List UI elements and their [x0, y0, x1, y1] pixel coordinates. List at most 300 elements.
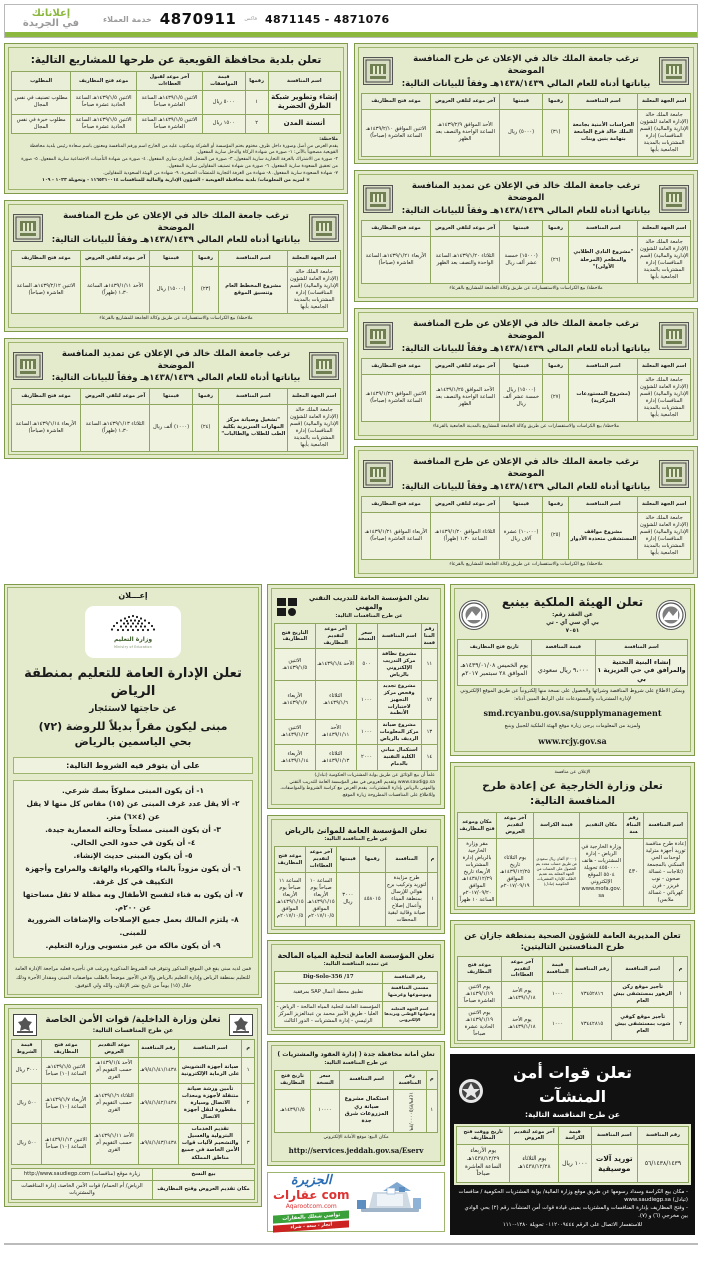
table-row [275, 1089, 438, 1133]
cell-name: أنسنة المدن [268, 114, 340, 133]
tender-table [361, 496, 691, 560]
ad-title-line1: تعلن المؤسسة العامة للتدريب التقني والمهني [309, 593, 429, 612]
jazirah-logo-text: الجزيرة [290, 1172, 332, 1188]
th-name: اسم المنافسة [612, 956, 674, 981]
moe-conditions-list [13, 780, 253, 958]
th-date: تاريخ فتح المظاريف [275, 1071, 311, 1090]
customer-service-label: خدمة العملاء [103, 14, 152, 24]
kku-logo-icon [13, 352, 43, 380]
kku-logo-icon-2 [659, 185, 689, 213]
tender-info-table [274, 971, 438, 1028]
kku-logo-icon-2 [309, 214, 339, 242]
th-submit: آخر موعد لتقديم المظاريف [315, 624, 356, 649]
cell-submit: الثلاثاء ١٤٣٩/١/٦هـ حسب التقويم أم القرى [90, 1084, 138, 1124]
rcjy-logo-icon-2 [656, 600, 686, 630]
th-submit: آخر موعد لتقديم العطاءات [501, 956, 542, 981]
cell-idx: ٢ [242, 1084, 255, 1124]
tender-table [457, 956, 688, 1041]
moe-conditions-title: على أن يتوفر فيه الشروط التالية: [13, 757, 253, 774]
th-submit: آخر موعد لتقديم العروض [510, 1126, 559, 1145]
ad-note-2: ولمزيد من المعلومات يرجى زيارة موقع الهيئة الملكية للجبيل وينبع [504, 723, 641, 730]
table-row [12, 90, 341, 114]
cell-name: مشروع تجديد وفحص مركز التجهيز لاختبارات الأنظمة [377, 681, 421, 720]
facilities-emblem-icon [456, 1077, 486, 1105]
cell-req: مطلوب تصنيف في نفس المجال [12, 90, 71, 114]
table-row [275, 649, 438, 681]
table-row [12, 1168, 255, 1180]
th-no: رقمها [542, 358, 568, 374]
th-name: اسم المنافسة [377, 624, 421, 649]
cell-value: ٣٠٠٠ ريال [12, 1058, 42, 1084]
cell-label: اسم الجهة المعلنة وعنوانها الوطني وبريدها الإلكتروني [382, 1001, 437, 1027]
th-deadline: آخر موعد لتلقي العروض [81, 250, 150, 266]
ad-quwaiiyah-municipality [4, 43, 348, 194]
th-idx: م [242, 1039, 255, 1058]
cell-open: الاثنين ١٤٣٩/١/٥هـ الساعة (١٠) صباحاً [42, 1058, 90, 1084]
tender-table [361, 358, 691, 422]
th-idx: م [426, 1071, 437, 1090]
table-row [12, 404, 341, 451]
ad-swcc-desalination [267, 940, 445, 1035]
th-no: رقم المنافسة [623, 813, 644, 838]
table-row [12, 1084, 255, 1124]
cell-price: ١٥٠٠ ريال [202, 114, 245, 133]
phone-numbers: 4871145 - 4871076 [265, 12, 390, 26]
table-row [275, 720, 438, 745]
note-line: ٢- صورة من الاشتراك بالغرفة التجارية سارية المفعول. ٣- صورة من السجل التجاري ساري المفعول. ٤- صورة من شهادة التأمينات الاجتماعية سارية المفعول. ٥- صورة من تحقيق السعودة سارية المفعول. ٦- صورة من شهادة تصنيف المقاولين سارية المفعول. [21, 157, 338, 170]
cell-submit: يوم الثلاثاء تاريخ ١٤٣٩/١٢/٢٥هـ الموافق ٢٠١٧/٠٩/١٩م [497, 838, 534, 906]
aqar-ribbon-green: تواصي شغلك بالعقارات [273, 1210, 349, 1223]
table-row [275, 681, 438, 720]
ad-title-line1: ترغب جامعة الملك خالد في الإعلان عن طرح المنافسة الموضحة [413, 456, 639, 480]
column-kku [354, 43, 698, 584]
th-no: رقمها [245, 72, 268, 91]
th-name: اسم المنافسة [569, 93, 638, 109]
cell-name: استكمال مشروع صيانة ري المزروعات شرق جدة [340, 1089, 394, 1133]
table-row [458, 1008, 688, 1041]
aqar-url[interactable]: Aqarootcom.com [285, 1202, 337, 1210]
th-name: اسم المنافسة [340, 1071, 394, 1090]
th-value: قيمتها [500, 358, 543, 374]
ad-title: تعلن وزارة الخارجية عن إعادة طرح المنافسة التالية: [482, 779, 663, 808]
cell-entity: جامعة الملك خالد (الإدارة العامة للشؤون الإدارية والمالية) (قسم المنافسات) إدارة المشتريات بالمدينة الجامعية بأبها [288, 404, 341, 451]
th-no: رقمها [359, 847, 385, 872]
cell-open: الاثنين ١٤٣٩/١/١٢هـ [275, 720, 316, 745]
table-row [458, 838, 688, 906]
th-value: قيمتها [150, 388, 193, 404]
moe-building-line: مبنى ليكون مقراً بديلاً للروضة (٧٢) [38, 719, 228, 733]
th-open: موعد فتح المظاريف [12, 250, 81, 266]
cell-submit: الأحد ١٤٣٩/١/٤هـ حسب التقويم أم القرى [90, 1058, 138, 1084]
ad-title-line1: تعلن الهيئة الملكية بينبع [501, 594, 644, 609]
ad-url-2[interactable]: www.rcjy.gov.sa [538, 735, 607, 746]
kku-logo-icon-2 [659, 57, 689, 85]
table-row [362, 109, 691, 156]
ad-title: تعلن المديرية العامة للشؤون الصحية بمنطقة جازان عن طرح المنافستين التاليتين: [464, 930, 681, 952]
th-entity: اسم الجهة المعلنة [638, 220, 691, 236]
cell-no: (٢٥) [542, 512, 568, 559]
th-deadline: آخر موعد لتلقي العروض [431, 358, 500, 374]
cell-name: صيانة أجهزة التشويش على الرماية الإلكترونية [179, 1058, 242, 1084]
table-header-row [275, 1071, 438, 1090]
th-entity: اسم الجهة المعلنة [638, 93, 691, 109]
note-contact: × لمزيد من المعلومات/ بلدية محافظة القويعية - الشؤون الإدارية والمالية للمنافسات ١١٦٥٢١٠٠١٤ - وتحويلة ١٠٢٣ - ١٠٩ [42, 177, 310, 183]
kku-logo-icon [363, 185, 393, 213]
ad-interior-special-forces [4, 1004, 262, 1207]
ad-note [11, 134, 341, 187]
ad-title-line4: ٧٠٥١ [565, 628, 580, 635]
table-header-row [362, 93, 691, 109]
ad-note: ملاحظة/ بيع الكراسات والاستفسارات عن طريق وكالة الجامعة للمشاريع بالقرعاء [449, 561, 603, 567]
ad-note: مكان البيع: موقع الأمانة الإلكتروني [323, 1135, 389, 1141]
ad-title: تعلن بلدية محافظة القويعية عن طرحها للمشاريع التالية: [30, 54, 322, 66]
cell-no: ٩/٤/١/٤٣/١٤٣٨هـ [138, 1124, 179, 1164]
ad-title [490, 1061, 655, 1120]
th-no: رقمها [192, 388, 218, 404]
main-phone: 4870911 [159, 10, 237, 28]
ad-ministry-of-education [4, 584, 262, 998]
ad-title-line1: ترغب جامعة الملك خالد في الإعلان عن طرح المنافسة الموضحة [413, 318, 639, 342]
th-idx: م [428, 847, 438, 872]
table-header-row [12, 1039, 255, 1058]
ad-kku-security-guards [354, 43, 698, 164]
cell-entity: جامعة الملك خالد (الإدارة العامة للشؤون الإدارية والمالية) (قسم المنافسات) إدارة المشتريات بالمدينة الجامعية بأبها [638, 109, 691, 156]
th-open: موعد فتح المظاريف [362, 358, 431, 374]
ad-title-line1: تعلن قوات أمن المنشآت [513, 1063, 632, 1106]
brand-line1: إعلاناتك [31, 7, 71, 19]
cell-open: الساعة ١١ صباحاً يوم الأربعاء ١٤٣٩/١/١٥هـ الموافق ٢٠١٧/١٠/٥م [275, 872, 306, 926]
table-header-row [362, 496, 691, 512]
th-value: قيمة المناقصة [531, 639, 595, 655]
table-header-row [458, 639, 688, 655]
cell-open: الأربعاء ١٤٣٩/١/١٤هـ الساعة العاشرة (صباحاً) [12, 404, 81, 451]
cell-deadline: الأحد الموافق ١٤٣٩/٢/٩هـ الساعة الواحدة والنصف بعد الظهر [431, 109, 500, 156]
table-row [12, 1180, 255, 1199]
cell-value: (١٥٠٠٠) ريال [150, 266, 193, 313]
cell-value: ٣٠٠٠ ريال [336, 872, 359, 926]
th-deadline: آخر موعد لتلقي العروض [431, 93, 500, 109]
th-name: المنافسة [385, 847, 427, 872]
cell-open: الأربعاء الموافق ١٤٣٩/١/٢١هـ الساعة العاشرة (صباحاً) [362, 512, 431, 559]
ad-title-line2: بياناتها أدناه للعام المالي ١٤٣٨/١٤٣٩هـ وفقاً للبيانات التالية: [401, 481, 651, 492]
cell-name: طرح مزايدة لتوريد وتركيب برج هوائي للإرسال بمنطقة الميناء وأعمال إصلاح صيانة وقائية لبقية المحطات [385, 872, 427, 926]
cell-no: (٢٧) [542, 374, 568, 421]
cell-submit: الثلاثاء ١٤٣٩/١/٦هـ [315, 681, 356, 720]
ad-title [276, 1051, 436, 1067]
cell-price: ٢٠٠٠ [356, 745, 377, 770]
moe-logo-text-ar: وزارة التعليم [113, 636, 153, 644]
table-row [275, 972, 438, 984]
ad-title-line1: ترغب جامعة الملك خالد في الإعلان عن طرح المنافسة الموضحة [413, 54, 639, 77]
th-name: اسم المنافسة [569, 358, 638, 374]
tender-table [456, 1126, 689, 1184]
cell-no: ٧٣٤٥٢٨١٦ [573, 982, 612, 1008]
cell-name: إعادة طرح منافسة توريد أجهزة مترلية لوحدات الحي السكني بالمجمعة (ثلاجات - غسالة صحون - نوب فريزر - فرن كهربائي - غسالة ملابس) [644, 838, 688, 906]
table-header-row [12, 250, 341, 266]
cell-open: الاثنين ١٤٣٩/٢/١٢هـ الساعة العاشرة (صباحاً) [12, 266, 81, 313]
cell-value: ٥٠٠ ريال [12, 1124, 42, 1164]
table-row [12, 114, 341, 133]
cell-idx: ٣ [242, 1124, 255, 1164]
ad-kku-hospital-parking [354, 446, 698, 578]
table-row [275, 872, 438, 926]
cell-label: مكان تقديم العروض وفتح المظاريف [152, 1180, 254, 1199]
cell-entity: جامعة الملك خالد (الإدارة العامة للشؤون الإدارية والمالية) (قسم المنافسات) إدارة المشتريات بالمدينة الجامعية بأبها [288, 266, 341, 313]
cell-name: إنشاء وتطوير شبكة الطرق الحضرية [268, 90, 340, 114]
th-value: قيمتها [336, 847, 359, 872]
cell-value: (١٥٠٠٠) ريال خمسة عشر ألف ريال [500, 374, 543, 421]
cell-open: الاثنين ١٤٣٩/١/٥هـ [275, 649, 316, 681]
ad-ministry-foreign-affairs [450, 762, 695, 914]
middle-three-column-area [4, 584, 698, 1241]
ad-title-line3: بي آي سي آي - تي [546, 620, 599, 627]
th-price: سعر النسخة [310, 1071, 339, 1090]
th-name: اسم المنافسة [569, 220, 638, 236]
kku-logo-icon-2 [659, 460, 689, 488]
th-no: رقمها [542, 220, 568, 236]
ad-title [493, 594, 652, 636]
note-line: - مكان بيع الكراسة وسداد رسومها عن طريق موقع وزارة المالية/ بوابة المشتريات الحكومية / منافسات (تبادل) www.saudiegp.sa [458, 1189, 688, 1204]
cell-name: مشروع صيانة مركز المعلومات الرديف بالرياض [377, 720, 421, 745]
table-header-row [12, 388, 341, 404]
th-idx: م [674, 956, 688, 981]
cell-no: (٢٤) [192, 404, 218, 451]
note-line: - وفتح المظاريف بإدارة المنافسات والمشتريات بمبنى قيادة قوات أمن المنشآت رقم (٢) بحي الوادي بين مخرجي (٦) و (٧). [464, 1205, 688, 1220]
condition-item: ٣- أن يكون المبنى مسلحاً وحالته المعمارية جيدة. [45, 824, 221, 834]
moe-logo [85, 606, 181, 658]
th-value: قيمتها [150, 250, 193, 266]
condition-item: ٩- أن يكون مالكه من غير منسوبي وزارة التعليم. [45, 941, 221, 951]
cell-no: ١٤٣٩/٣/٥٠٠٠٠/٣٩ [394, 1089, 427, 1133]
cell-submit: الثلاثاء ١٤٣٩/١/١٣هـ [315, 745, 356, 770]
ad-title-line2: عن طرح المنافسة التالية: [324, 1059, 388, 1066]
cell-date: يوم الخميس ١٤٣٩/٠١/٠٨هـ الموافق ٢٨ سبتمبر ٢٠١٧م [458, 655, 532, 686]
cell-value: ٥٠٠ ريال [12, 1084, 42, 1124]
tender-table [11, 250, 341, 314]
ad-title-line1: تعلن وزارة الداخلية/ قوات الأمن الخاصة [45, 1014, 221, 1025]
th-place: مكان التقديم [579, 813, 623, 838]
th-no: رقمها [542, 93, 568, 109]
footer-info-table [11, 1168, 255, 1200]
tender-table [11, 71, 341, 133]
palm-dots-icon [102, 614, 164, 634]
ad-url[interactable]: http://services.jeddah.gov.sa/Eserv [288, 1146, 424, 1156]
cell-label: رقم المنافسة [382, 972, 437, 984]
table-row [362, 236, 691, 283]
cell-submit: الساعة ١٠ صباحاً يوم الأربعاء ١٤٣٩/١/١٥هـ الموافق ٢٠١٧/١٠/٥م [306, 872, 337, 926]
th-name: اسم المنافسة [596, 639, 688, 655]
cell-name: تأجير موقع ركن الزهور بمستشفى بيش العام [612, 982, 674, 1008]
table-row [362, 512, 691, 559]
ad-title-line1: ترغب جامعة الملك خالد في الإعلان عن طرح المنافسة الموضحة [63, 210, 289, 234]
cell-deadline: الثلاثاء الموافق ١٤٣٩/١/٢٠هـ الساعة ١،٣٠ (ظهراً) [431, 512, 500, 559]
cell-value: زيارة موقع (منافسات) http://www.saudiegp.com [12, 1168, 153, 1180]
cell-open: يوم الأربعاء ١٤٣٨/١٢/٢٩هـ الساعة العاشرة صباحاً [457, 1145, 510, 1183]
cell-name: إنشاء البنية التحتية والمرافق في حي العزيزية ١ بي [596, 655, 688, 686]
tender-table [11, 1039, 255, 1165]
th-no: رقم المنافسة [637, 1126, 688, 1145]
cell-submit: الأحد ١٤٣٩/١/٤هـ [315, 649, 356, 681]
note-line: ٧- شهادة السعودة سارية المفعول. ٨- شهادة من الغرفة التجارية للمنشآت الصغيرة. ٩- شهادة من الهيئة السعودية للمقاولين. [102, 171, 338, 177]
cell-open: الأربعاء ١٤٣٩/١/٧هـ الساعة (١٠) صباحاً [42, 1084, 90, 1124]
cell-value: (٢٠٠٠) ألفان ريال سعودي عن طريق حساب محدد يتم الحصول على الحساب من الجهة المعلنة بعد تقديم الطلب للإدارة المشتريات الحكومية (تبادل) [533, 838, 579, 906]
laptop-house-illustration [353, 1178, 431, 1226]
ad-kku-student-club [354, 170, 698, 302]
th-open: موعد فتح المظاريف [42, 1039, 90, 1058]
th-entity: اسم الجهة المعلنة [288, 250, 341, 266]
ad-title-line1: ترغب جامعة الملك خالد في الإعلان عن تمديد المنافسة الموضحة [61, 348, 291, 372]
ad-title [397, 456, 655, 493]
ad-notes [454, 1185, 691, 1231]
th-open: التاريخ فتح المظاريف [275, 624, 316, 649]
cell-open: يوم الاثنين ١٤٣٩/١/١٩هـ العاشرة صباحاً [458, 982, 502, 1008]
ad-kku-central-warehouses [354, 308, 698, 440]
ad-title-line1: تعلن المؤسسة العامة للموانئ بالرياض [284, 826, 428, 836]
kku-logo-icon-2 [309, 352, 339, 380]
table-header-row [457, 1126, 689, 1145]
cell-name: توريد آلات موسيقية [591, 1145, 637, 1183]
ad-title-line1: ترغب جامعة الملك خالد في الإعلان عن تمديد المنافسة الموضحة [411, 181, 641, 204]
th-no: رقمها [192, 250, 218, 266]
ad-title [41, 1014, 225, 1036]
cell-open: الاثنين ١٤٣٩/١/١٢هـ الساعة (١٠) صباحاً [42, 1124, 90, 1164]
th-name: اسم المنافسة [569, 496, 638, 512]
kku-logo-icon [363, 460, 393, 488]
tender-table [457, 639, 688, 687]
cell-label: مسمى المنافسة وموضوعها وغرضها [382, 984, 437, 1001]
condition-item: ٥- أن يكون المبنى حديث الإنشاء. [73, 850, 193, 860]
cell-price: ٥٠٠٠ ريال [202, 90, 245, 114]
kku-logo-icon [363, 322, 393, 350]
ad-title-line2: عن العقد رقم: [552, 612, 593, 619]
moe-subheadline: عن حاجتها لاستئجار [89, 704, 177, 715]
cell-submit: الأحد ١٤٣٩/١/١١هـ حسب التقويم أم القرى [90, 1124, 138, 1164]
cell-no: ٩/٤/١/٤٢/١٤٣٨هـ [138, 1084, 179, 1124]
ad-url-1[interactable]: smd.rcyanbu.gov.sa/supplymanagement [483, 708, 662, 719]
th-name: اسم المنافسة [179, 1039, 242, 1058]
th-value: قيمتها [500, 220, 543, 236]
ad-aqarcom-banner[interactable] [267, 1172, 445, 1232]
cell-value: ١٠٠٠ [543, 982, 573, 1008]
condition-item: ٤- أن يكون في حدود الحي الحالي. [70, 837, 196, 847]
cell-name: مشروع مواقف المستشفى متعددة الأدوار [569, 512, 638, 559]
note-title: ملاحظة: [319, 136, 338, 142]
cell-idx: ١ [428, 872, 438, 926]
th-open: موعد فتح المظاريف [362, 496, 431, 512]
cell-value: (٥٠٠٠) ريال [500, 109, 543, 156]
table-row [12, 1058, 255, 1084]
th-no: رقمها [542, 496, 568, 512]
fax-label: فاكس [244, 16, 257, 22]
th-value: قيمة الكراسة [559, 1126, 591, 1145]
th-name: اسم المنافسة [268, 72, 340, 91]
cell-entity: جامعة الملك خالد (الإدارة العامة للشؤون الإدارية والمالية) (قسم المنافسات) إدارة المشتريات بالمدينة الجامعية بأبها [638, 236, 691, 283]
ad-title-line2: بياناتها أدناه للعام المالي ١٤٣٨/١٤٣٩هـ وفقاً للبيانات التالية: [51, 235, 301, 246]
cell-submit: يوم الأحد ١٤٣٩/١/١٨هـ [501, 1008, 542, 1041]
ad-title-line2: عن طرح المنافسة التالية: [525, 1109, 620, 1119]
th-open: موعد فتح المظاريف [12, 388, 81, 404]
cell-no: ٢ [245, 114, 268, 133]
ad-title-line2: عن طرح المنافسات التالية: [335, 612, 403, 619]
tender-table [361, 93, 691, 157]
th-open: موعد فتح المظاريف [275, 847, 306, 872]
cell-name: "تشغيل وصيانة مركز المهارات السريرية بكلية الطب للطلاب والطالبات" [219, 404, 288, 451]
th-open: مكان وموعد فتح المظاريف [458, 813, 497, 838]
rcjy-logo-icon [459, 600, 489, 630]
kku-logo-icon-2 [659, 322, 689, 350]
eelan-label: إعـــلان [118, 590, 148, 600]
table-header-row [362, 220, 691, 236]
th-value: قيمتها [500, 496, 543, 512]
cell-no: ٤٥٨٠١٥ [359, 872, 385, 926]
note-line: يقدم العرض من أصل وصورة داخل ظرف مختوم بختم المؤسسة أو الشركة ومكتوب عليه من الخارج اسم ورقم المنافسة ومعنون باسم سعادة رئيس بلدية محافظة القويعية مصحوباً بالآتي: ١- صورة من شهادة الزكاة والدخل سارية المفعول. [29, 143, 338, 156]
tender-table [11, 388, 341, 452]
cell-open: الأربعاء ١٤٣٩/١/٢١هـ الساعة العاشرة (صباحاً) [362, 236, 431, 283]
tender-table [274, 623, 438, 771]
ad-title-line2: عن تمديد المنافسة التالية: [323, 960, 389, 967]
cell-name: تأمين ورشة صيانة متنقلة لأجهزة ومعدات الاتصال وسيارة مقطورة لنقل أجهزة الاتصال [179, 1084, 242, 1124]
th-submit: آخر موعد لتقديم العروض [497, 813, 534, 838]
column-right [450, 584, 695, 1241]
table-header-row [12, 72, 341, 91]
cell-deadline: الثلاثاء ١٤٣٩/١/١٣هـ الساعة ١،٣٠ (ظهراً) [81, 404, 150, 451]
tender-table [361, 220, 691, 284]
th-req: المطلوب [12, 72, 71, 91]
moe-headline: تعلن الإدارة العامة للتعليم بمنطقة الرياض [24, 665, 242, 699]
moe-district-line: بحي الياسمين بالرياض [74, 736, 192, 749]
cell-no: (٣١) [542, 109, 568, 156]
cell-value: ١٠٠٠ [543, 1008, 573, 1041]
column-middle [267, 584, 445, 1241]
column-moe [4, 584, 262, 1241]
ad-title [47, 348, 305, 385]
cell-submit: يوم الأحد ١٤٣٩/١/١٨هـ [501, 982, 542, 1008]
cell-name: الحراسات الأمنية بجامعة الملك خالد فرع الجامعة بتهامة بنين وبنات [569, 109, 638, 156]
table-header-row [275, 847, 438, 872]
th-date: تاريخ فتح المظاريف [458, 639, 532, 655]
cell-idx: ١ [426, 1089, 437, 1133]
th-price: قيمة المواصفات [202, 72, 245, 91]
moe-footer-note: فمن لديه مبنى يقع في الموقع المذكور وتتوفر فيه الشروط المذكورة ويرغب في تأجيره فعليه مراجعة الإدارة العامة للتعليم بمنطقة الرياض وإدارة التعليم بالرياض وإلا في الأجور موضحاً بالطلب مواصفات المبنى ومقدار الأجرة وذلك خلال (١٥) يوماً من تاريخ نشر الإعلان، والله ولي التوفيق. [14, 966, 252, 990]
th-entity: اسم الجهة المعلنة [638, 358, 691, 374]
cell-date: ١٤٣٩/١/٥هـ [275, 1089, 311, 1133]
cell-deadline: الأحد ١٤٣٩/١/١١هـ الساعة ١،٣٠ (ظهراً) [81, 266, 150, 313]
th-deadline: آخر موعد لتلقي العروض [431, 496, 500, 512]
ad-royal-commission-yanbu [450, 584, 695, 756]
th-open: موعد فتح المظاريف [71, 72, 137, 91]
ad-facilities-security-forces [450, 1054, 695, 1234]
table-row [275, 1001, 438, 1027]
cell-idx: ١ [674, 982, 688, 1008]
ad-jeddah-municipality [267, 1041, 445, 1166]
cell-open: مقر وزارة الخارجية بالرياض إدارة المشتريات الأربعاء تاريخ ١٤٣٨/١٢/٢٩هـ الموافق ٢٠١٧/٠٩/٢٠م الساعة ١٠ ظهراً [458, 838, 497, 906]
cell-name: تأجير موقع كوفي شوب بمستشفى بيش العام [612, 1008, 674, 1041]
table-row [362, 374, 691, 421]
ad-tvtc [267, 584, 445, 809]
cell-value: ١٠٠٠ ريال [559, 1145, 591, 1183]
cell-value: ٩،٠٠٠ ريال سعودي [531, 655, 595, 686]
table-header-row [275, 624, 438, 649]
table-header-row [458, 813, 688, 838]
ad-note: ملاحظة/ بيع الكراسات والاستفسارات عن طريق وكالة الجامعة للمشاريع بالقرعاء [99, 315, 253, 321]
table-row [12, 266, 341, 313]
ad-title [397, 53, 655, 90]
cell-value: (١٠٠٠) ألف ريال [150, 404, 193, 451]
column-quwaiiyah [4, 43, 348, 584]
ad-title-line2: عن طرح المنافسات التالية: [92, 1026, 174, 1034]
kku-logo-icon [363, 57, 393, 85]
cell-open: الأربعاء ١٤٣٩/١/١٤هـ [275, 745, 316, 770]
